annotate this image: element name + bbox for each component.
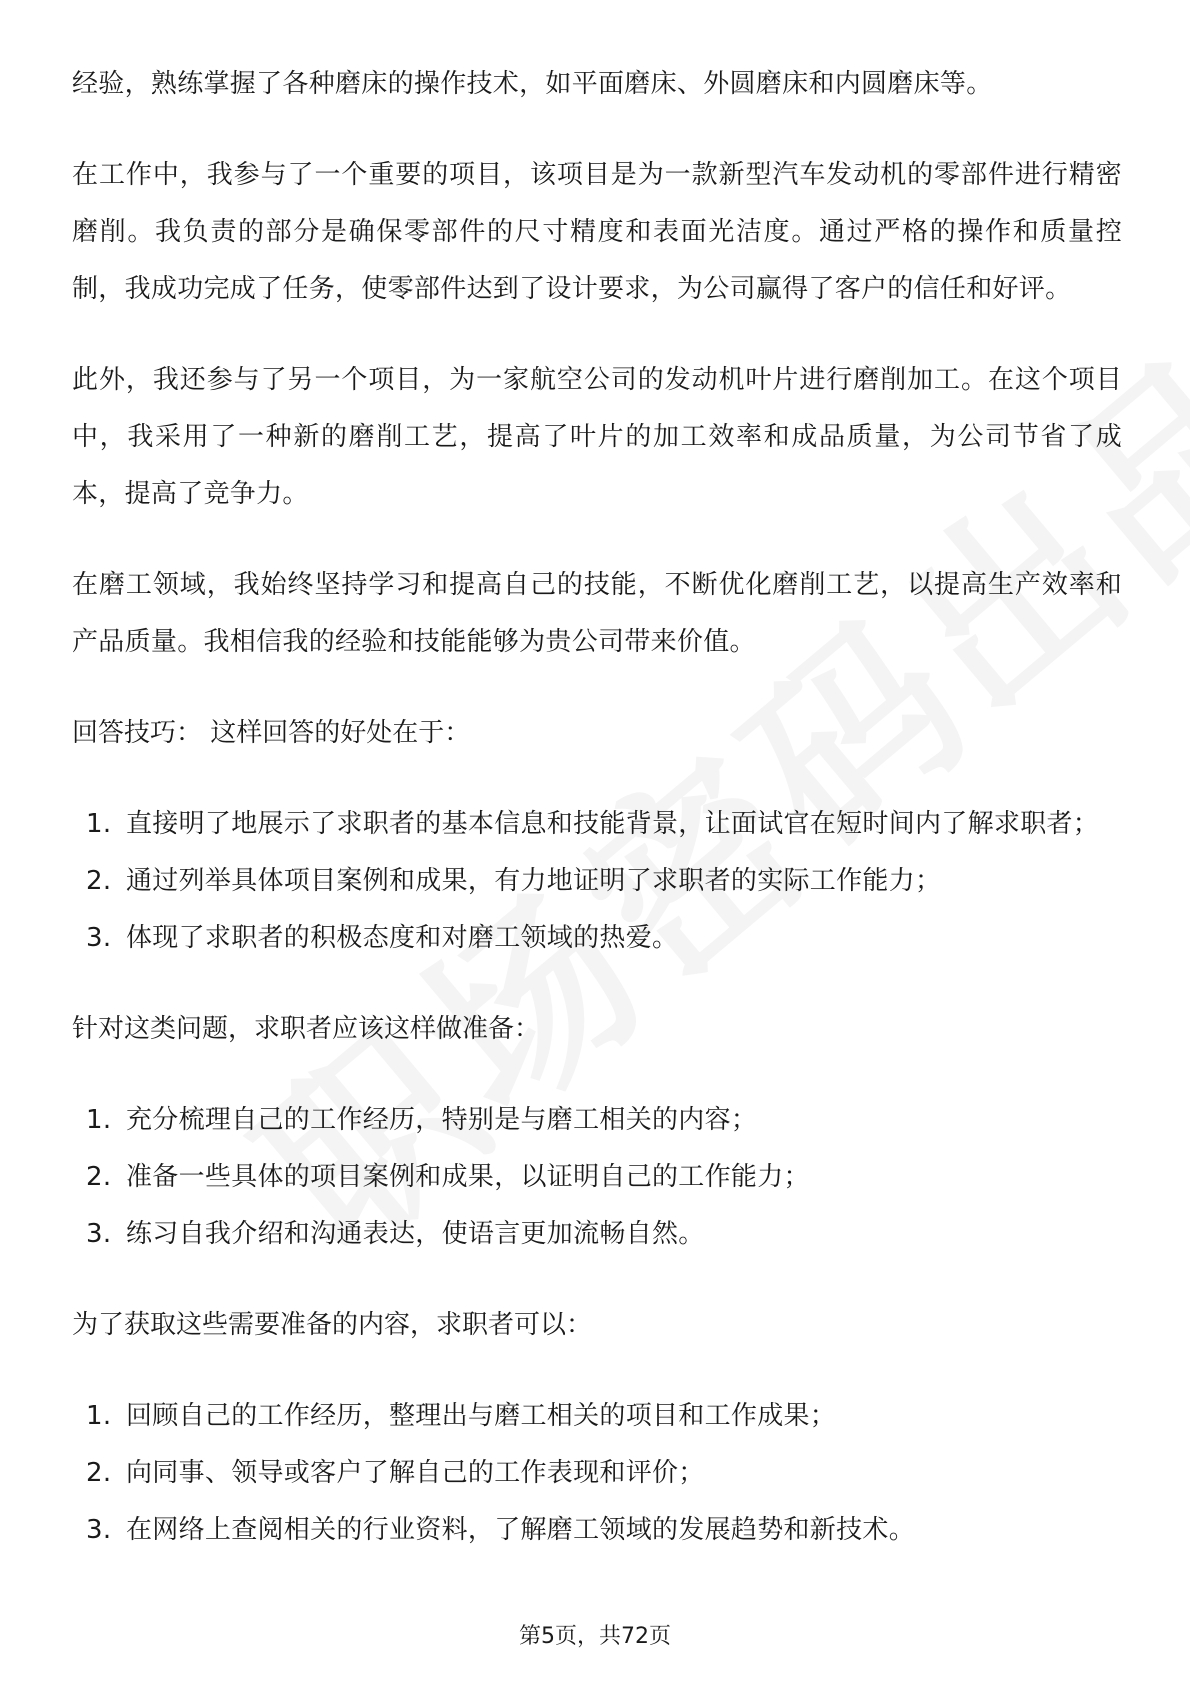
tips-heading: 回答技巧： 这样回答的好处在于： [72,718,471,748]
list-text: 通过列举具体项目案例和成果，有力地证明了求职者的实际工作能力； [126,866,942,896]
list-text: 练习自我介绍和沟通表达，使语言更加流畅自然。 [126,1219,705,1249]
list-text: 直接明了地展示了求职者的基本信息和技能背景，让面试官在短时间内了解求职者； [126,809,1100,839]
list-text: 体现了求职者的积极态度和对磨工领域的热爱。 [126,923,679,953]
list-number: 2. [86,1458,112,1488]
list-item [72,796,1122,853]
document-content [72,56,1122,1593]
list-item [72,1149,1122,1206]
paragraph-aviation-project: 此外，我还参与了另一个项目，为一家航空公司的发动机叶片进行磨削加工。在这个项目中，我采用了一种新的磨削工艺，提高了叶片的加工效率和成品质量，为公司节省了成本，提高了竞争力。 [72,365,1122,509]
list-number: 3. [86,1515,112,1545]
list-item [72,1502,1122,1559]
list-text: 回顾自己的工作经历，整理出与磨工相关的项目和工作成果； [126,1401,837,1431]
list-number: 1. [86,1105,112,1135]
list-item [72,1206,1122,1263]
list-number: 1. [86,809,112,839]
list-text: 准备一些具体的项目案例和成果，以证明自己的工作能力； [126,1162,810,1192]
list-number: 1. [86,1401,112,1431]
paragraph-experience: 经验，熟练掌握了各种磨床的操作技术，如平面磨床、外圆磨床和内圆磨床等。 [72,69,993,99]
list-text: 在网络上查阅相关的行业资料，了解磨工领域的发展趋势和新技术。 [126,1515,916,1545]
obtain-heading: 为了获取这些需要准备的内容，求职者可以： [72,1310,593,1340]
list-number: 2. [86,866,112,896]
list-item [72,910,1122,967]
list-number: 3. [86,1219,112,1249]
list-item [72,1445,1122,1502]
page-number-footer: 第5页，共72页 [519,1624,671,1649]
list-text: 充分梳理自己的工作经历，特别是与磨工相关的内容； [126,1105,758,1135]
prepare-heading: 针对这类问题，求职者应该这样做准备： [72,1014,541,1044]
list-item [72,853,1122,910]
list-number: 2. [86,1162,112,1192]
prepare-list [72,1092,1122,1263]
obtain-list [72,1388,1122,1559]
list-number: 3. [86,923,112,953]
list-item [72,1388,1122,1445]
list-text: 向同事、领导或客户了解自己的工作表现和评价； [126,1458,705,1488]
paragraph-auto-project: 在工作中，我参与了一个重要的项目，该项目是为一款新型汽车发动机的零部件进行精密磨削。我负责的部分是确保零部件的尺寸精度和表面光洁度。通过严格的操作和质量控制，我成功完成了任务，使零部件达到了设计要求，为公司赢得了客户的信任和好评。 [72,160,1122,304]
paragraph-learning: 在磨工领域，我始终坚持学习和提高自己的技能，不断优化磨削工艺，以提高生产效率和产品质量。我相信我的经验和技能能够为贵公司带来价值。 [72,570,1122,657]
list-item [72,1092,1122,1149]
tips-list [72,796,1122,967]
